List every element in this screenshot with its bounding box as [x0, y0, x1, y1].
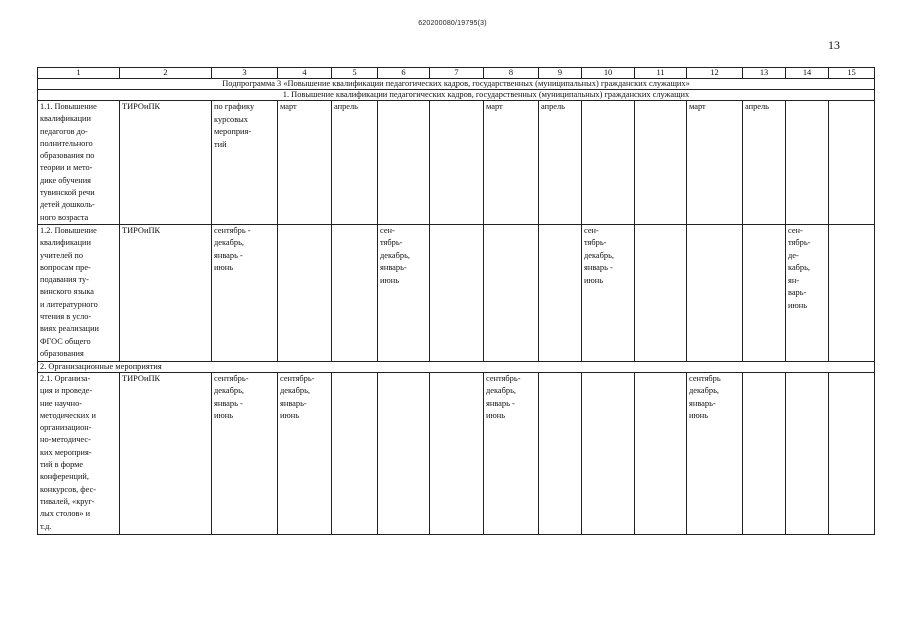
table-cell: апрель	[332, 101, 378, 225]
subprogram-title: Подпрограмма 3 «Повышение квалификации педагогических кадров, государственных (муниципальных) гражданских служащих»	[38, 79, 875, 90]
table-cell	[430, 101, 484, 225]
table-cell	[378, 101, 430, 225]
page-number: 13	[828, 38, 840, 52]
table-cell: март	[278, 101, 332, 225]
column-number: 11	[635, 68, 687, 79]
table-cell	[743, 224, 786, 361]
table-cell	[484, 224, 539, 361]
table-cell: ТИРОиПК	[120, 224, 212, 361]
table-cell	[278, 224, 332, 361]
table-cell: апрель	[539, 101, 582, 225]
table-cell	[332, 224, 378, 361]
column-numbers-row	[38, 68, 875, 79]
table-cell	[582, 372, 635, 534]
column-number: 12	[687, 68, 743, 79]
subprogram-title-row	[38, 79, 875, 90]
column-number: 2	[120, 68, 212, 79]
column-number: 6	[378, 68, 430, 79]
table-cell: ТИРОиПК	[120, 372, 212, 534]
table-row	[38, 224, 875, 361]
table-cell	[743, 372, 786, 534]
document-id: 620200080/19795(3)	[418, 20, 487, 27]
column-number: 1	[38, 68, 120, 79]
table-cell	[687, 224, 743, 361]
section-1-title-row	[38, 90, 875, 101]
table-cell: ТИРОиПК	[120, 101, 212, 225]
table-cell	[430, 372, 484, 534]
column-number: 5	[332, 68, 378, 79]
table-row	[38, 101, 875, 225]
column-number: 8	[484, 68, 539, 79]
table-row	[38, 372, 875, 534]
column-number: 14	[786, 68, 829, 79]
column-number: 3	[212, 68, 278, 79]
table-cell	[582, 101, 635, 225]
table-cell: март	[484, 101, 539, 225]
table-cell	[635, 101, 687, 225]
table-cell: апрель	[743, 101, 786, 225]
table-cell: сен- тябрь- де- кабрь, ян- варь- июнь	[786, 224, 829, 361]
table-cell: сентябрь- декабрь, январь- июнь	[278, 372, 332, 534]
table-cell: по графику курсовых мероприя- тий	[212, 101, 278, 225]
table-cell	[786, 101, 829, 225]
table-cell	[378, 372, 430, 534]
column-number: 13	[743, 68, 786, 79]
table-cell	[539, 372, 582, 534]
plan-table	[37, 67, 875, 535]
activity-name-cell: 2.1. Организа- ция и проведе- ние научно- методических и организацион- но-методичес- ких мероприя- тий в форме конференций, конкурсов, фес- тивалей, «круг- лых столов» и т.д.	[38, 372, 120, 534]
section-1-title: 1. Повышение квалификации педагогических кадров, государственных (муниципальных) гражданских служащих	[38, 90, 875, 101]
column-number: 4	[278, 68, 332, 79]
activity-name-cell: 1.2. Повышение квалификации учителей по вопросам пре- подавания ту- винского языка и литературного чтения в усло- виях реализации ФГОС общего образования	[38, 224, 120, 361]
table-cell: сен- тябрь- декабрь, январь - июнь	[582, 224, 635, 361]
section-2-title: 2. Организационные мероприятия	[38, 361, 875, 372]
column-number: 9	[539, 68, 582, 79]
table-cell: март	[687, 101, 743, 225]
table-cell	[539, 224, 582, 361]
table-cell	[332, 372, 378, 534]
table-cell: сентябрь - декабрь, январь - июнь	[212, 224, 278, 361]
column-number: 7	[430, 68, 484, 79]
table-cell	[829, 372, 875, 534]
table-cell	[430, 224, 484, 361]
column-number: 10	[582, 68, 635, 79]
table-cell: сен- тябрь- декабрь, январь- июнь	[378, 224, 430, 361]
table-cell	[786, 372, 829, 534]
column-number: 15	[829, 68, 875, 79]
section-2-title-row	[38, 361, 875, 372]
table-cell	[635, 372, 687, 534]
table-cell: сентябрь декабрь, январь- июнь	[687, 372, 743, 534]
table-cell	[829, 224, 875, 361]
table-cell	[635, 224, 687, 361]
table-cell	[829, 101, 875, 225]
activity-name-cell: 1.1. Повышение квалификации педагогов до- полнительного образования по теории и мето- дике обучения тувинской речи детей дошколь- ного возраста	[38, 101, 120, 225]
table-cell: сентябрь- декабрь, январь - июнь	[212, 372, 278, 534]
table-cell: сентябрь- декабрь, январь - июнь	[484, 372, 539, 534]
